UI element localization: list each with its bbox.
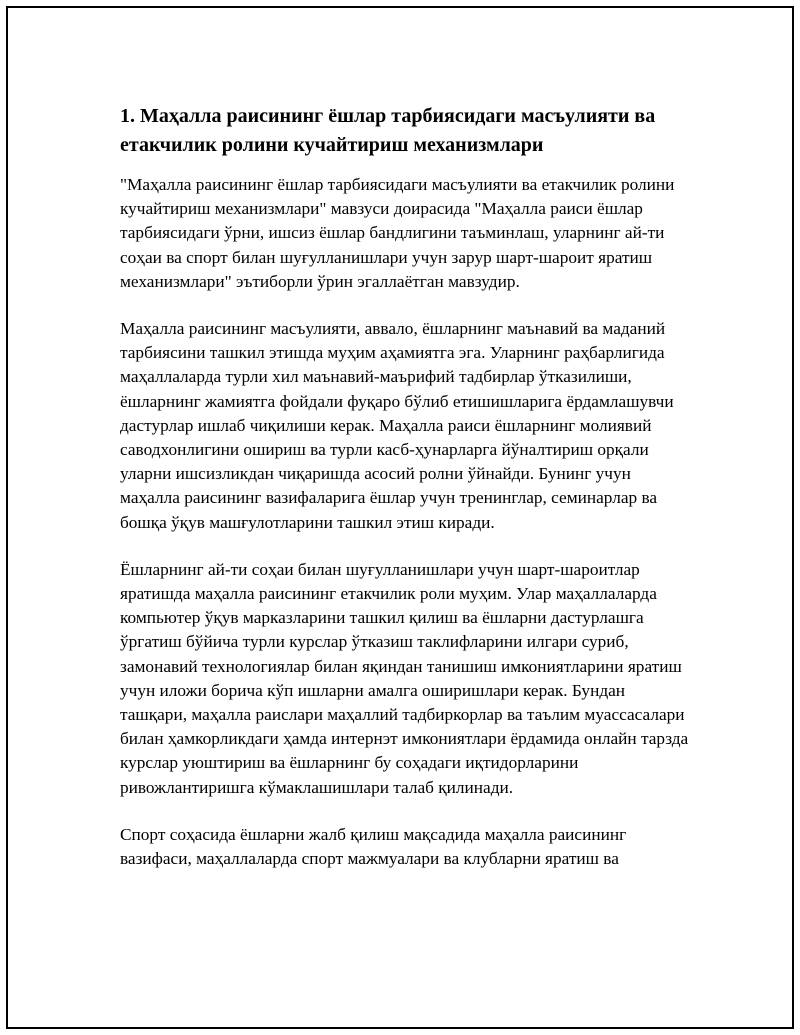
paragraph-intro: "Маҳалла раисининг ёшлар тарбиясидаги масъулияти ва етакчилик ролини кучайтириш механизмлари" мавзуси доирасида "Маҳалла раиси ёшлар тарбиясидаги ўрни, ишсиз ёшлар бандлигини таъминлаш, уларнинг ай-ти соҳаи ва спорт билан шуғулланишлари учун зарур шарт-шароит яратиш механизмлари" эътиборли ўрин эгаллаётган мавзудир. bbox=[120, 175, 675, 291]
paragraph-it-sector: Ёшларнинг ай-ти соҳаи билан шуғулланишлари учун шарт-шароитлар яратишда маҳалла раисининг етакчилик роли муҳим. Улар маҳаллаларда компьютер ўқув марказларини ташкил қилиш ва ёшларни дастурлашга ўргатиш бўйича турли курслар ўтказиш таклифларини илгари суриб, замонавий технологиялар билан яқиндан танишиш имкониятларини яратиш учун иложи борича кўп ишларни амалга оширишлари керак. Бундан ташқари, маҳалла раислари маҳаллий тадбиркорлар ва таълим муассасалари билан ҳамкорликдаги ҳамда интернэт имкониятлари ёрдамида онлайн тарзда курслар уюштириш ва ёшларнинг бу соҳадаги иқтидорларини ривожлантиришга кўмаклашишлари талаб қилинади. bbox=[120, 559, 689, 797]
section-heading: 1. Маҳалла раисининг ёшлар тарбиясидаги масъулияти ва етакчилик ролини кучайтириш механизмлари bbox=[120, 105, 656, 156]
document-page bbox=[6, 6, 794, 1029]
paragraph-responsibility: Маҳалла раисининг масъулияти, аввало, ёшларнинг маънавий ва маданий тарбиясини ташкил этишда муҳим аҳамиятга эга. Уларнинг раҳбарлигида маҳаллаларда турли хил маънавий-маърифий тадбирлар ўтказилиши, ёшларнинг жамиятга фойдали фуқаро бўлиб етишишларига ёрдамлашувчи дастурлар ишлаб чиқилиши керак. Маҳалла раиси ёшларнинг молиявий саводхонлигини ошириш ва турли касб-ҳунарларга йўналтириш орқали уларни ишсизликдан чиқаришда асосий ролни ўйнайди. Бунинг учун маҳалла раисининг вазифаларига ёшлар учун тренинглар, семинарлар ва бошқа ўқув машғулотларини ташкил этиш киради. bbox=[120, 319, 674, 532]
paragraph-sports: Спорт соҳасида ёшларни жалб қилиш мақсадида маҳалла раисининг вазифаси, маҳаллаларда спорт мажмуалари ва клубларни яратиш ва bbox=[120, 824, 627, 869]
document-body bbox=[120, 102, 690, 894]
